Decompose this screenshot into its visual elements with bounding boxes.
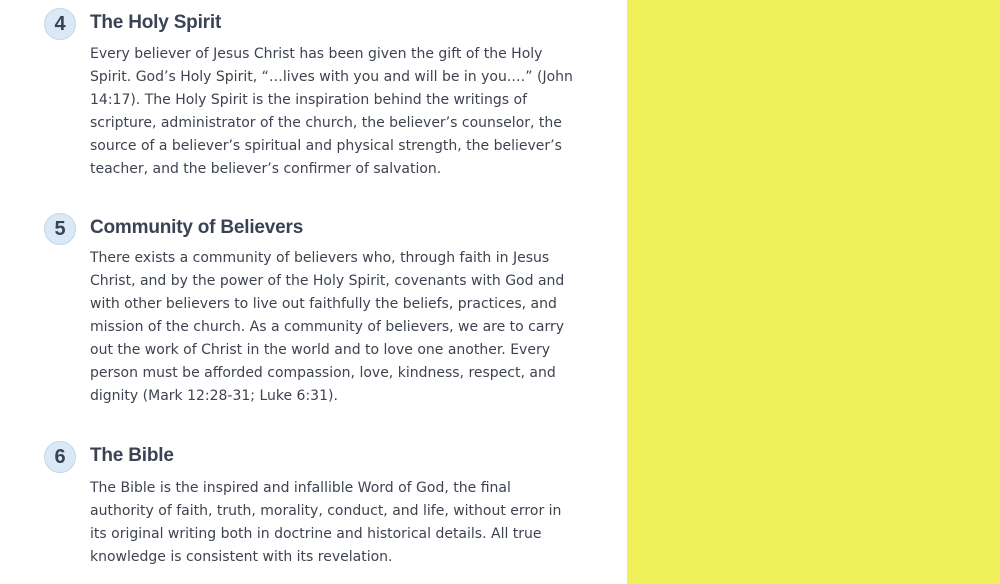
text-line: its original writing both in doctrine and historical details. All true <box>90 526 542 542</box>
belief-number-badge: 6 <box>44 441 76 473</box>
text-line: source of a believer’s spiritual and physical strength, the believer’s <box>90 138 562 154</box>
text-line: mission of the church. As a community of believers, we are to carry <box>90 319 564 335</box>
belief-title: Community of Believers <box>90 217 304 238</box>
text-line: person must be afforded compassion, love, kindness, respect, and <box>90 365 556 381</box>
text-line: scripture, administrator of the church, the believer’s counselor, the <box>90 115 562 131</box>
belief-title: The Holy Spirit <box>90 12 222 33</box>
belief-description <box>90 247 580 408</box>
text-line: The Bible is the inspired and infallible Word of God, the final <box>90 480 511 496</box>
text-line: 14:17). The Holy Spirit is the inspiration behind the writings of <box>90 92 528 108</box>
belief-title: The Bible <box>90 445 174 466</box>
accent-panel <box>627 0 1000 584</box>
belief-description <box>90 43 580 181</box>
text-line: dignity (Mark 12:28-31; Luke 6:31). <box>90 388 338 404</box>
text-line: Every believer of Jesus Christ has been given the gift of the Holy <box>90 46 543 62</box>
text-line: There exists a community of believers who, through faith in Jesus <box>90 250 550 266</box>
text-line: authority of faith, truth, morality, conduct, and life, without error in <box>90 503 562 519</box>
text-line: Spirit. God’s Holy Spirit, “…lives with you and will be in you.…” (John <box>90 69 573 85</box>
belief-number-badge: 4 <box>44 8 76 40</box>
text-line: knowledge is consistent with its revelation. <box>90 549 393 565</box>
text-line: teacher, and the believer’s confirmer of salvation. <box>90 161 442 177</box>
belief-description <box>90 477 580 569</box>
text-line: out the work of Christ in the world and to love one another. Every <box>90 342 550 358</box>
belief-number-badge: 5 <box>44 213 76 245</box>
text-line: Christ, and by the power of the Holy Spirit, covenants with God and <box>90 273 565 289</box>
text-line: with other believers to live out faithfully the beliefs, practices, and <box>90 296 557 312</box>
